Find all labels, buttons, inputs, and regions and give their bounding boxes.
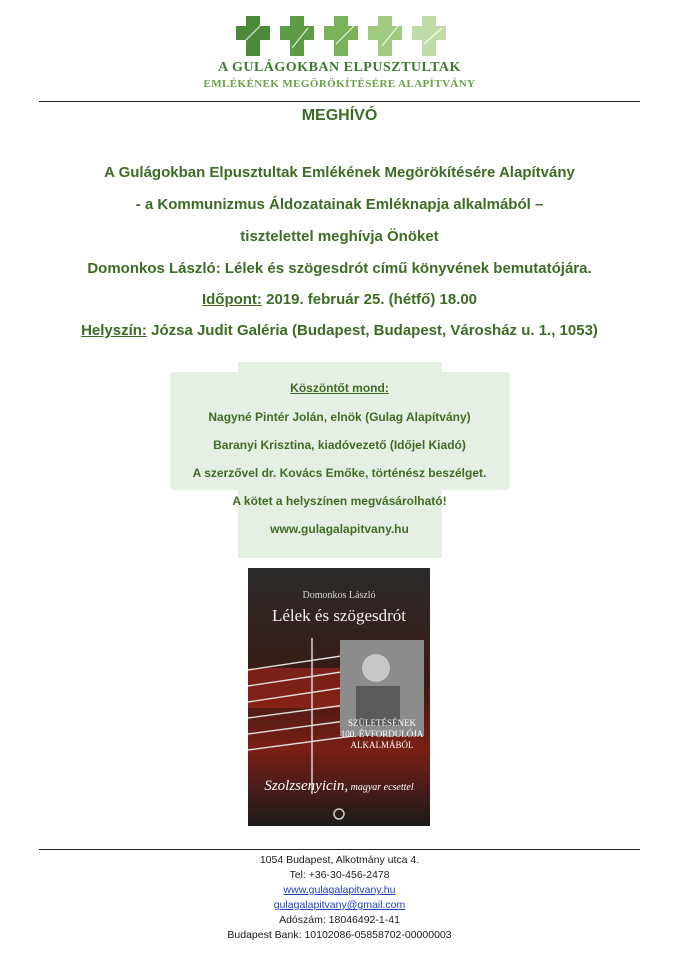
event-time-value: 2019. február 25. (hétfő) 18.00 [261, 291, 478, 308]
footer-website-link[interactable]: www.gulagalapitvany.hu [283, 884, 396, 896]
footer-divider [39, 849, 640, 850]
event-place-label: Helyszín: [81, 322, 147, 339]
book-subtitle [248, 778, 430, 795]
book-note-line-2: 100. ÉVFORDULÓJA [340, 729, 424, 739]
footer-tax-number: Adószám: 18046492-1-41 [279, 914, 400, 926]
intro-line-3: tisztelettel meghívja Önöket [240, 228, 439, 245]
org-name-line2: EMLÉKÉNEK MEGÖRÖKÍTÉSÉRE ALAPÍTVÁNY [203, 78, 476, 90]
speakers-heading: Köszöntőt mond: [290, 381, 389, 395]
header-divider [39, 101, 640, 102]
logo-crosses-icon [232, 14, 448, 58]
book-title: Lélek és szögesdrót [271, 606, 407, 625]
book-note-line-3: ALKALMÁBÓL [350, 740, 414, 750]
website-text: www.gulagalapitvany.hu [270, 522, 409, 536]
page-title: MEGHÍVÓ [301, 107, 378, 124]
event-place-value: Józsa Judit Galéria (Budapest, Budapest, Városház u. 1., 1053) [146, 322, 598, 339]
footer-email-container [0, 899, 679, 911]
event-time [0, 291, 679, 308]
event-time-label: Időpont: [201, 291, 262, 308]
book-anniversary-note [334, 718, 430, 751]
book-subtitle-main: Szolzsenyicin, [264, 778, 349, 794]
intro-line-2: - a Kommunizmus Áldozatainak Emléknapja alkalmából – [135, 196, 544, 213]
footer-phone: Tel: +36-30-456-2478 [289, 869, 390, 881]
intro-line-4: Domonkos László: Lélek és szögesdrót című könyvének bemutatójára. [87, 260, 592, 277]
speaker-line-1: Nagyné Pintér Jolán, elnök (Gulag Alapítvány) [208, 410, 471, 424]
book-cover-image [248, 568, 430, 826]
speaker-line-3: A szerzővel dr. Kovács Emőke, történész beszélget. [192, 466, 487, 480]
book-subtitle-rest: magyar ecsettel [348, 782, 414, 793]
footer-bank-account: Budapest Bank: 10102086-05858702-00000003 [227, 929, 452, 941]
intro-line-1: A Gulágokban Elpusztultak Emlékének Megörökítésére Alapítvány [104, 164, 575, 181]
org-name-line1: A GULÁGOKBAN ELPUSZTULTAK [218, 60, 461, 75]
footer-email-link[interactable]: gulagalapitvany@gmail.com [273, 899, 406, 911]
book-author: Domonkos László [302, 590, 376, 601]
speaker-line-2: Baranyi Krisztina, kiadóvezető (Időjel Kiadó) [213, 438, 466, 452]
event-place [0, 322, 679, 339]
book-note-line-1: SZÜLETÉSÉNEK [348, 718, 416, 728]
purchase-note: A kötet a helyszínen megvásárolható! [232, 494, 447, 508]
footer-web-container [0, 884, 679, 896]
footer-address: 1054 Budapest, Alkotmány utca 4. [259, 854, 420, 866]
